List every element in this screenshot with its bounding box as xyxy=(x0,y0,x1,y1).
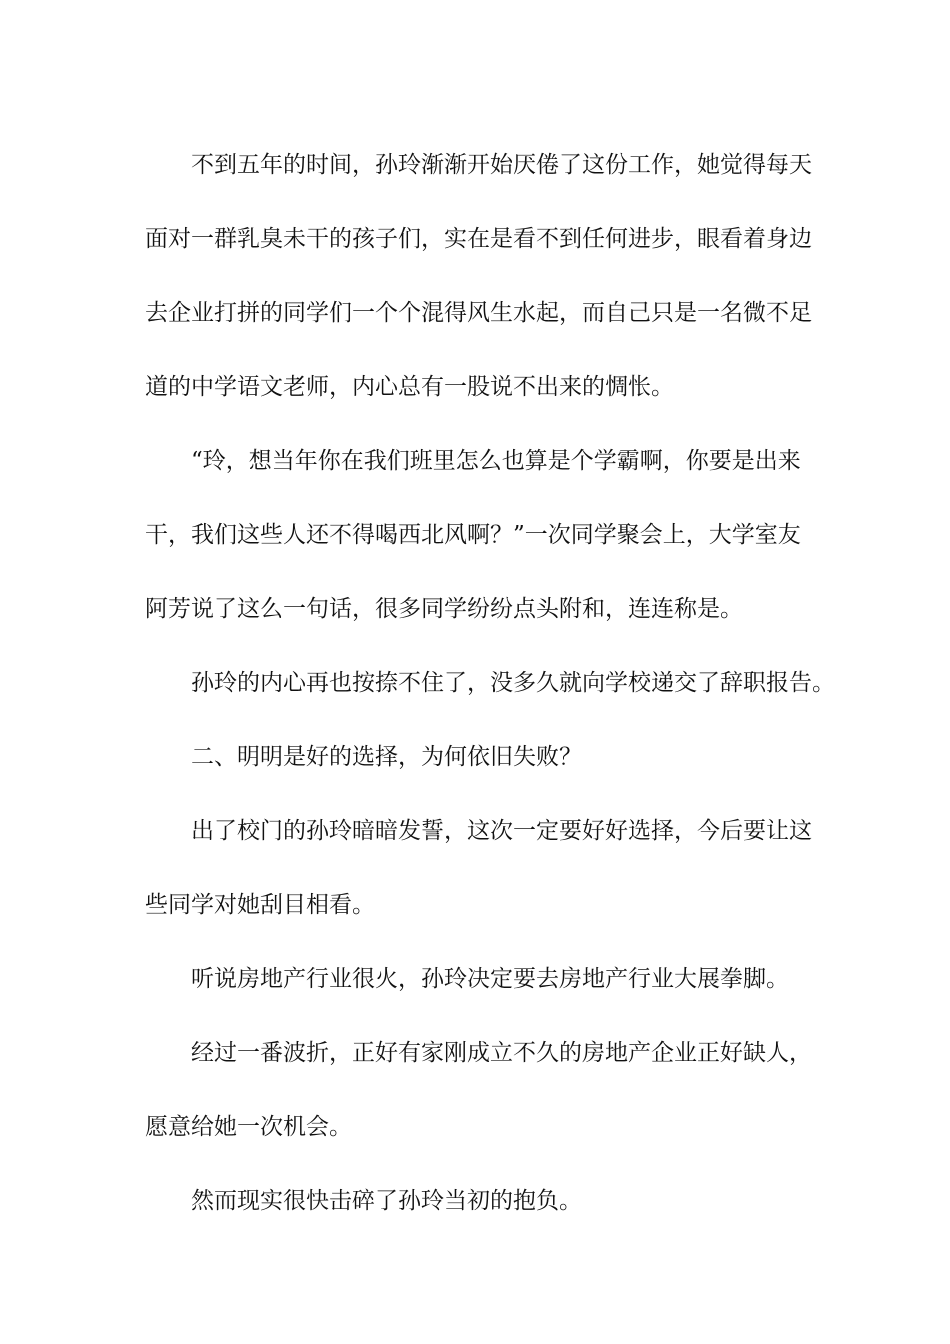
text-line: 经过一番波折，正好有家刚成立不久的房地产企业正好缺人， xyxy=(191,1040,812,1066)
text-line: 听说房地产行业很火，孙玲决定要去房地产行业大展拳脚。 xyxy=(191,966,789,992)
text-line: 去企业打拼的同学们一个个混得风生水起，而自己只是一名微不足 xyxy=(145,300,812,326)
paragraph xyxy=(145,794,810,942)
text-line: 然而现实很快击碎了孙玲当初的抱负。 xyxy=(191,1188,582,1214)
text-line: “玲，想当年你在我们班里怎么也算是个学霸啊，你要是出来 xyxy=(191,448,801,474)
paragraph xyxy=(145,424,810,646)
paragraph xyxy=(145,942,810,1016)
text-line: 不到五年的时间，孙玲渐渐开始厌倦了这份工作，她觉得每天 xyxy=(191,152,812,178)
text-line: 面对一群乳臭未干的孩子们，实在是看不到任何进步，眼看着身边 xyxy=(145,226,812,252)
paragraph xyxy=(145,1164,810,1238)
paragraph xyxy=(145,646,835,720)
text-line: 道的中学语文老师，内心总有一股说不出来的惆怅。 xyxy=(145,374,674,400)
text-line: 二、明明是好的选择，为何依旧失败？ xyxy=(191,744,582,770)
text-line: 出了校门的孙玲暗暗发誓，这次一定要好好选择，今后要让这 xyxy=(191,818,812,844)
document-body xyxy=(145,128,835,1238)
text-line: 愿意给她一次机会。 xyxy=(145,1114,352,1140)
paragraph xyxy=(145,128,810,424)
text-line: 干，我们这些人还不得喝西北风啊？”一次同学聚会上，大学室友 xyxy=(145,522,801,548)
text-line: 阿芳说了这么一句话，很多同学纷纷点头附和，连连称是。 xyxy=(145,596,743,622)
section-heading xyxy=(145,720,810,794)
text-line: 孙玲的内心再也按捺不住了，没多久就向学校递交了辞职报告。 xyxy=(191,670,835,696)
text-line: 些同学对她刮目相看。 xyxy=(145,892,375,918)
paragraph xyxy=(145,1016,810,1164)
